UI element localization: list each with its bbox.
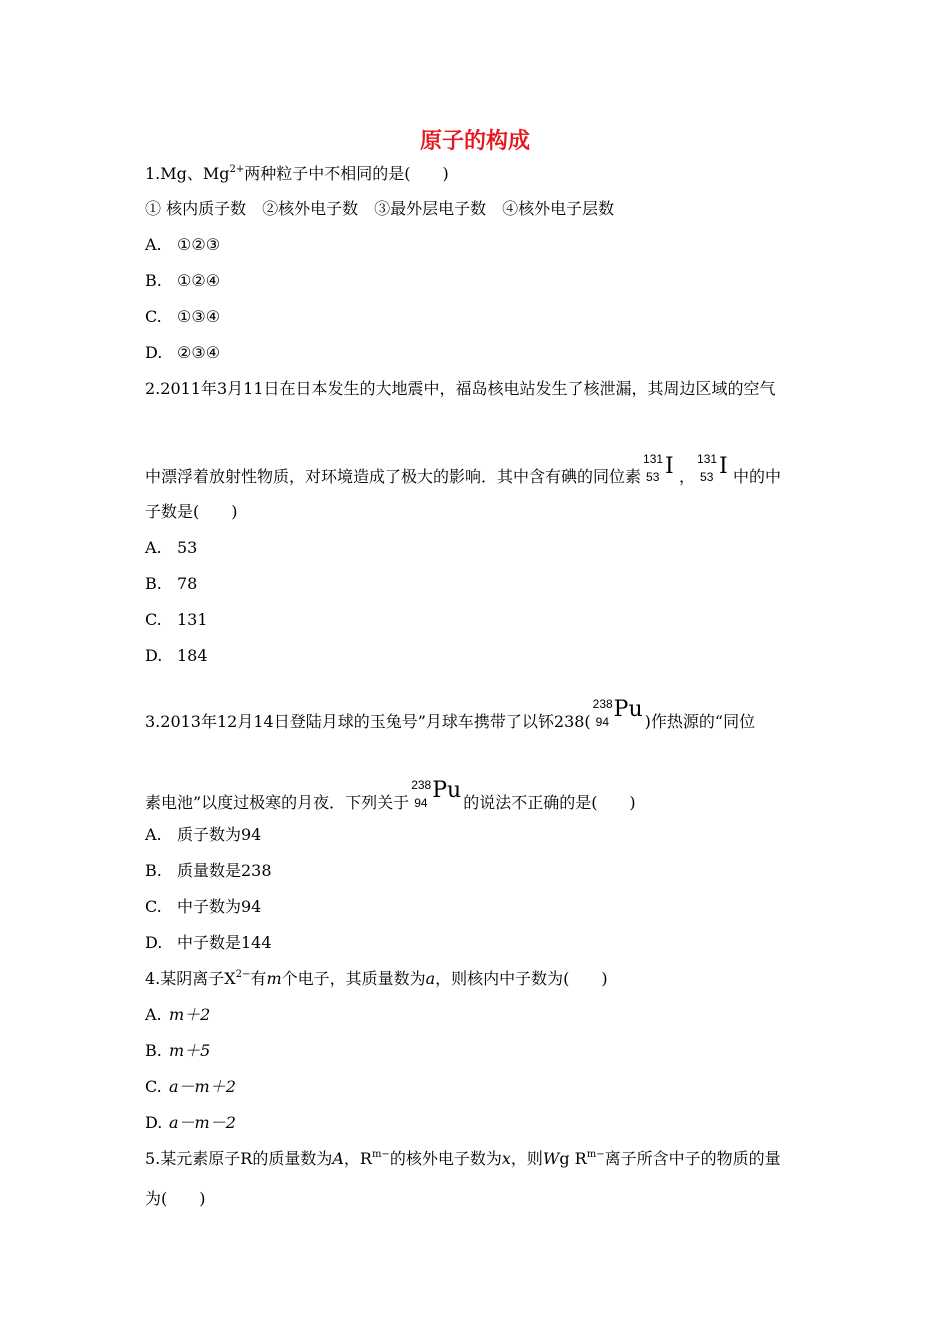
question-4-option-a: A. m＋2 — [145, 1005, 211, 1024]
question-2-line-3: 子数是( ) — [145, 502, 238, 521]
page-title: 原子的构成 — [419, 128, 530, 154]
question-3-option-c: C. 中子数为94 — [145, 897, 262, 916]
question-1-option-b: B. ①②④ — [145, 271, 221, 290]
question-2-line-1: 2.2011年3月11日在日本发生的大地震中，福岛核电站发生了核泄漏，其周边区域的空气 — [145, 379, 776, 398]
question-1-stem: 1.Mg、$Mg^{2+}$两种粒子中不相同的是( ) — [145, 164, 449, 183]
question-3-option-a: A. 质子数为94 — [145, 825, 262, 844]
question-2-option-d: D. 184 — [145, 646, 208, 665]
question-4-option-d: D. a－m－2 — [145, 1113, 236, 1132]
question-4-option-c: C. a－m＋2 — [145, 1077, 236, 1096]
question-4-option-b: B. m＋5 — [145, 1041, 211, 1060]
question-2-line-2: 中漂浮着放射性物质，对环境造成了极大的影响．其中含有碘的同位素 131 53 I ， 131 53 I 中的中 — [145, 448, 781, 488]
question-1-items: ① 核内质子数 ②核外电子数 ③最外层电子数 ④核外电子层数 — [145, 199, 615, 218]
question-1-option-a: A. ①②③ — [145, 235, 221, 254]
question-3-option-d: D. 中子数是144 — [145, 933, 272, 952]
question-2-option-a: A. 53 — [145, 538, 198, 557]
plutonium-isotope-symbol: 238 94 Pu — [411, 778, 462, 810]
question-5-line-1: 5.某元素原子R的质量数为A，$R^{m-}$的核外电子数为x，则Wg $R^{m-}$离子所含中子的物质的量 — [145, 1149, 781, 1168]
plutonium-isotope-symbol: 238 94 Pu — [592, 697, 643, 729]
question-2-option-b: B. 78 — [145, 574, 198, 593]
question-1-option-d: D. ②③④ — [145, 343, 221, 362]
question-5-line-2: 为( ) — [145, 1189, 206, 1208]
question-3-line-1: 3.2013年12月14日登陆月球的玉兔号”月球车携带了以钚238( 238 94 Pu )作热源的“同位 — [145, 693, 755, 733]
question-3-option-b: B. 质量数是238 — [145, 861, 272, 880]
question-3-line-2: 素电池”以度过极寒的月夜．下列关于 238 94 Pu 的说法不正确的是( ) — [145, 774, 636, 814]
question-1-option-c: C. ①③④ — [145, 307, 221, 326]
question-2-option-c: C. 131 — [145, 610, 208, 629]
iodine-isotope-symbol: 131 53 I — [643, 452, 674, 484]
iodine-isotope-symbol: 131 53 I — [697, 452, 728, 484]
question-4-stem: 4.某阴离子$X^{2-}$有m个电子，其质量数为a，则核内中子数为( ) — [145, 969, 608, 988]
